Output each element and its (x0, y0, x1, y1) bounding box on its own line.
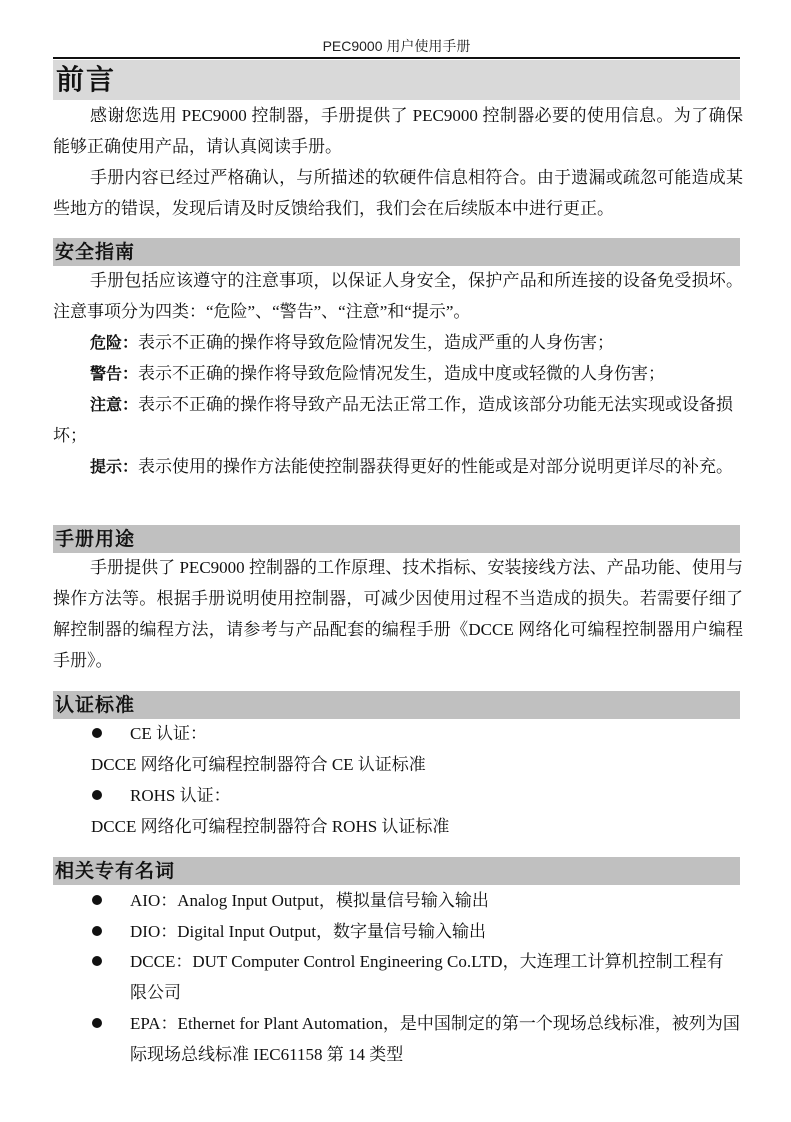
bullet-icon (92, 895, 102, 905)
preface-paragraph-2: 手册内容已经过严格确认，与所描述的软硬件信息相符合。由于遗漏或疏忽可能造成某些地方的错误，发现后请及时反馈给我们，我们会在后续版本中进行更正。 (53, 168, 743, 218)
note-caution (53, 389, 743, 451)
glossary-text-epa: EPA：Ethernet for Plant Automation，是中国制定的第一个现场总线标准，被列为国际现场总线标准 IEC61158 第 14 类型 (130, 1014, 740, 1064)
bullet-icon (92, 728, 102, 738)
safety-intro: 手册包括应该遵守的注意事项，以保证人身安全，保护产品和所连接的设备免受损坏。注意事项分为四类：“危险”、“警告”、“注意”和“提示”。 (53, 271, 743, 321)
glossary-item-dcce (92, 946, 740, 1008)
note-warning-label: 警告： (90, 364, 139, 383)
safety-heading-bar (53, 238, 740, 266)
certification-title: 认证标准 (55, 694, 136, 716)
bullet-icon (92, 1018, 102, 1028)
usage-title: 手册用途 (55, 528, 136, 550)
note-danger-label: 危险： (90, 333, 139, 352)
glossary-text-dcce: DCCE：DUT Computer Control Engineering Co.LTD，大连理工计算机控制工程有限公司 (130, 952, 724, 1002)
preface-paragraph-1: 感谢您选用 PEC9000 控制器，手册提供了 PEC9000 控制器必要的使用信息。为了确保能够正确使用产品，请认真阅读手册。 (53, 106, 743, 156)
note-warning (53, 358, 743, 389)
cert-ce-item (92, 718, 740, 749)
certification-heading-bar (53, 691, 740, 719)
page-header: PEC9000 用户使用手册 (322, 38, 471, 54)
bullet-icon (92, 956, 102, 966)
bullet-icon (92, 926, 102, 936)
cert-rohs-label: ROHS 认证： (130, 786, 231, 805)
note-caution-text: 表示不正确的操作将导致产品无法正常工作，造成该部分功能无法实现或设备损坏； (53, 395, 734, 445)
note-tip-text: 表示使用的操作方法能使控制器获得更好的性能或是对部分说明更详尽的补充。 (138, 457, 734, 476)
note-tip-label: 提示： (90, 457, 139, 476)
glossary-item-aio (92, 885, 740, 916)
note-danger-text: 表示不正确的操作将导致危险情况发生，造成严重的人身伤害； (138, 333, 615, 352)
note-danger (53, 327, 743, 358)
safety-title: 安全指南 (55, 241, 136, 263)
glossary-text-aio: AIO：Analog Input Output，模拟量信号输入输出 (130, 891, 489, 910)
cert-rohs-desc: DCCE 网络化可编程控制器符合 ROHS 认证标准 (91, 817, 450, 836)
preface-title: 前言 (56, 63, 117, 96)
glossary-text-dio: DIO：Digital Input Output，数字量信号输入输出 (130, 922, 487, 941)
note-caution-label: 注意： (90, 395, 139, 414)
note-tip (53, 451, 743, 482)
cert-ce-desc: DCCE 网络化可编程控制器符合 CE 认证标准 (91, 755, 426, 774)
header-rule (53, 57, 740, 59)
bullet-icon (92, 790, 102, 800)
note-warning-text: 表示不正确的操作将导致危险情况发生，造成中度或轻微的人身伤害； (138, 364, 666, 383)
usage-heading-bar (53, 525, 740, 553)
glossary-title: 相关专有名词 (55, 860, 176, 882)
glossary-item-epa (92, 1008, 740, 1070)
cert-rohs-item (92, 780, 740, 811)
preface-heading-bar (53, 60, 740, 100)
cert-ce-label: CE 认证： (130, 724, 207, 743)
glossary-item-dio (92, 916, 740, 947)
usage-paragraph: 手册提供了 PEC9000 控制器的工作原理、技术指标、安装接线方法、产品功能、使用与操作方法等。根据手册说明使用控制器，可减少因使用过程不当造成的损失。若需要仔细了解控制器的编程方法，请参考与产品配套的编程手册《DCCE 网络化可编程控制器用户编程手册》。 (53, 558, 743, 670)
